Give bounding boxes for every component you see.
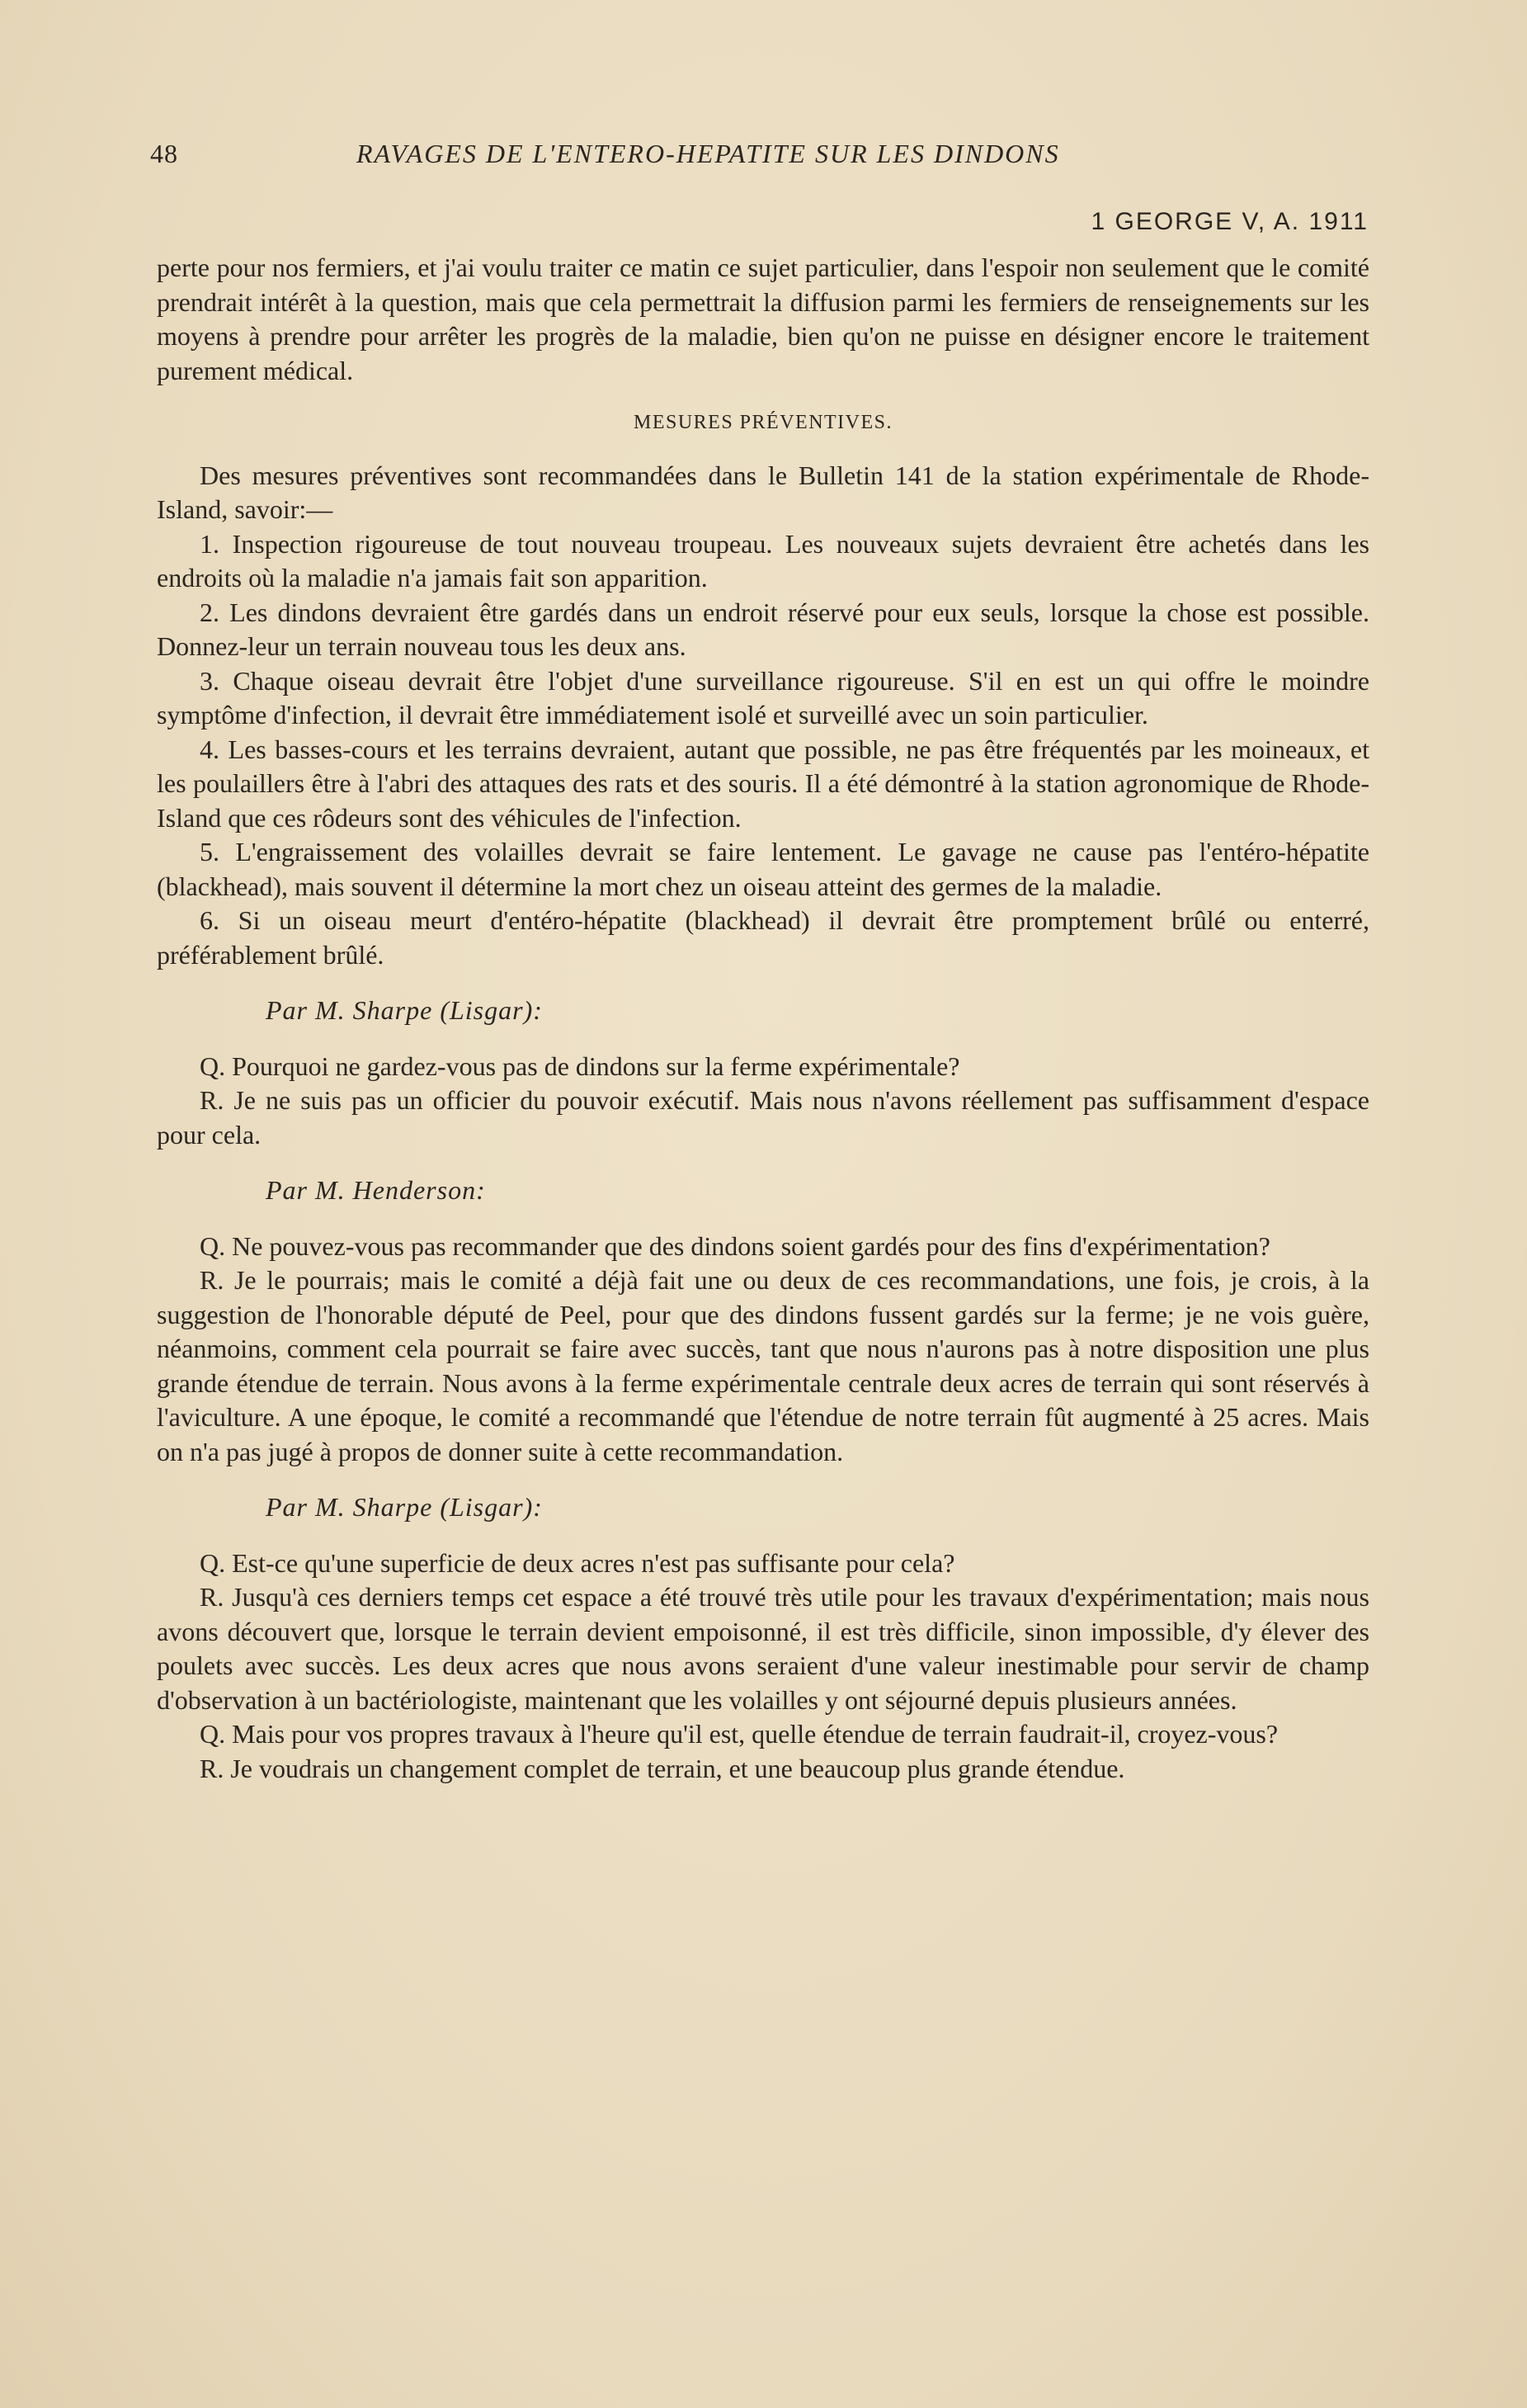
answer: R. Je le pourrais; mais le comité a déjà fait une ou deux de ces recommandations, une fois, je crois, à la suggestion de l'honorable député de Peel, pour que des dindons fussent gardés sur la ferme; je ne vois guère, néanmoins, comment cela pourrait se faire avec succès, tant que nous n'aurons pas à notre disposition une plus grande étendue de terrain. Nous avons à la ferme expérimentale centrale deux acres de terrain qui sont réservés à l'aviculture. A une époque, le comité a recommandé que l'étendue de notre terrain fût augmenté à 25 acres. Mais on n'a pas jugé à propos de donner suite à cette recommandation. [157, 1265, 1369, 1466]
speaker-label: Par M. Sharpe (Lisgar): [266, 1492, 543, 1522]
question: Q. Est-ce qu'une superficie de deux acres n'est pas suffisante pour cela? [200, 1547, 955, 1578]
question: Q. Mais pour vos propres travaux à l'heure qu'il est, quelle étendue de terrain faudrait-il, croyez-vous? [200, 1719, 1279, 1749]
page-number: 48 [150, 139, 178, 168]
document-body [157, 251, 1369, 1786]
intro-paragraph: perte pour nos fermiers, et j'ai voulu traiter ce matin ce sujet particulier, dans l'espoir non seulement que le comité prendrait intérêt à la question, mais que cela permettrait la diffusion parmi les fermiers de renseignements sur les moyens à prendre pour arrêter les progrès de la maladie, bien qu'on ne puisse en désigner encore le traitement purement médical. [157, 253, 1369, 385]
running-title: RAVAGES DE L'ENTERO-HEPATITE SUR LES DINDONS [356, 139, 1060, 168]
speaker-label: Par M. Sharpe (Lisgar): [266, 995, 543, 1025]
answer: R. Je ne suis pas un officier du pouvoir exécutif. Mais nous n'avons réellement pas suffisamment d'espace pour cela. [157, 1085, 1369, 1150]
measure-item: 2. Les dindons devraient être gardés dans un endroit réservé pour eux seuls, lorsque la chose est possible. Donnez-leur un terrain nouveau tous les deux ans. [157, 597, 1369, 661]
measure-item: 4. Les basses-cours et les terrains devraient, autant que possible, ne pas être fréquentés par les moineaux, et les poulaillers être à l'abri des attaques des rats et des souris. Il a été démontré à la station agronomique de Rhode-Island que ces rôdeurs sont des véhicules de l'infection. [157, 734, 1369, 833]
measure-item: 1. Inspection rigoureuse de tout nouveau troupeau. Les nouveaux sujets devraient être achetés dans les endroits où la maladie n'a jamais fait son apparition. [157, 528, 1369, 593]
speaker-label: Par M. Henderson: [266, 1175, 486, 1205]
question: Q. Pourquoi ne gardez-vous pas de dindons sur la ferme expérimentale? [200, 1051, 960, 1081]
measure-item: 6. Si un oiseau meurt d'entéro-hépatite (blackhead) il devrait être promptement brûlé ou enterré, préférablement brûlé. [157, 905, 1369, 970]
answer: R. Je voudrais un changement complet de terrain, et une beaucoup plus grande étendue. [200, 1753, 1125, 1783]
section-heading: MESURES PRÉVENTIVES. [633, 412, 893, 433]
session-reference: 1 GEORGE V, A. 1911 [1091, 208, 1369, 235]
question: Q. Ne pouvez-vous pas recommander que des dindons soient gardés pour des fins d'expérimentation? [200, 1230, 1270, 1261]
answer: R. Jusqu'à ces derniers temps cet espace a été trouvé très utile pour les travaux d'expérimentation; mais nous avons découvert que, lorsque le terrain devient empoisonné, il est très difficile, sinon impossible, d'y élever des poulets avec succès. Les deux acres que nous avons seraient d'une valeur inestimable pour servir de champ d'observation à un bactériologiste, maintenant que les volailles y ont séjourné depuis plusieurs années. [157, 1582, 1369, 1715]
measure-item: 5. L'engraissement des volailles devrait se faire lentement. Le gavage ne cause pas l'entéro-hépatite (blackhead), mais souvent il détermine la mort chez un oiseau atteint des germes de la maladie. [157, 837, 1369, 901]
measures-intro: Des mesures préventives sont recommandées dans le Bulletin 141 de la station expérimentale de Rhode-Island, savoir:— [157, 460, 1369, 524]
measure-item: 3. Chaque oiseau devrait être l'objet d'une surveillance rigoureuse. S'il en est un qui offre le moindre symptôme d'infection, il devrait être immédiatement isolé et surveillé avec un soin particulier. [157, 665, 1369, 729]
